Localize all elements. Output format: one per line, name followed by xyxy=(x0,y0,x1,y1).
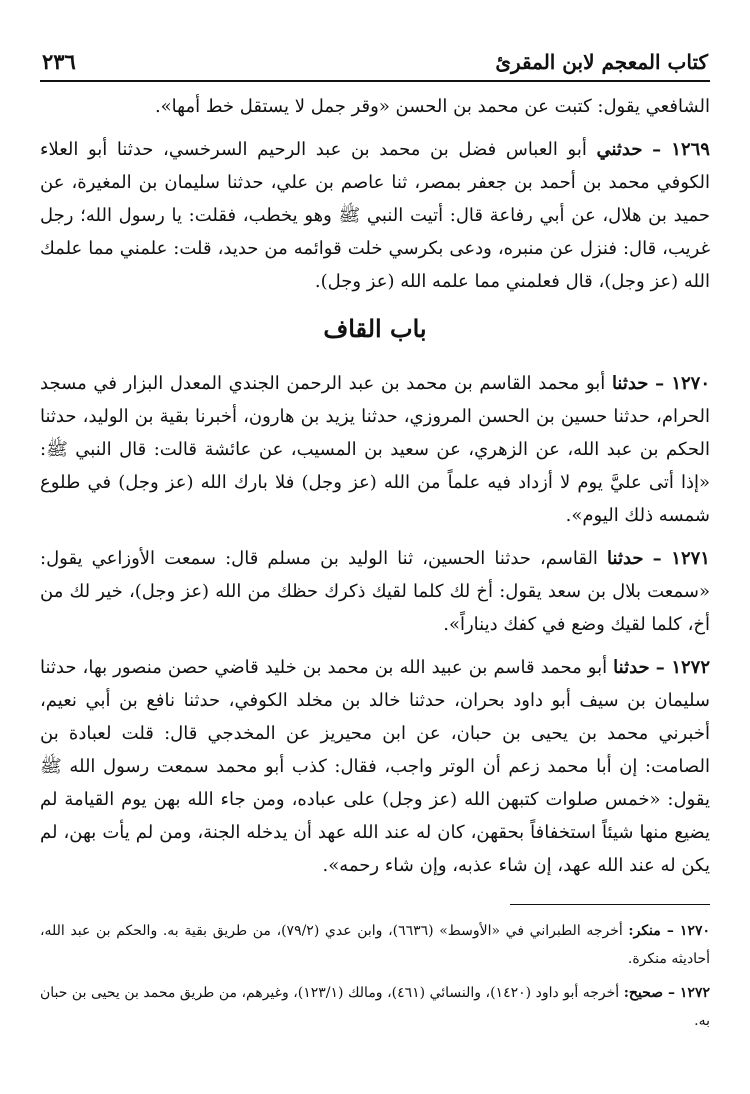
hadith-number: ١٢٧٢ – xyxy=(655,657,710,678)
hadith-paragraph xyxy=(40,542,710,641)
footnote xyxy=(40,979,710,1035)
footnote xyxy=(40,917,710,973)
hadith-lead: حدثنا xyxy=(613,657,650,678)
hadith-paragraph xyxy=(40,367,710,532)
footnote-divider xyxy=(510,904,710,905)
main-text xyxy=(40,90,710,882)
running-header xyxy=(40,40,710,82)
book-title: كتاب المعجم لابن المقرئ xyxy=(495,50,708,74)
hadith-number: ١٢٦٩ – xyxy=(652,139,710,160)
hadith-paragraph xyxy=(40,133,710,298)
hadith-text: أبو محمد القاسم بن محمد بن عبد الرحمن الجندي المعدل البزار في مسجد الحرام، حدثنا حسين بن الحسن المروزي، حدثنا يزيد بن هارون، أخبرنا بقية بن الوليد، حدثنا الحكم بن عبد الله، عن الزهري، عن سعيد بن المسيب، عن عائشة قالت: قال النبي ﷺ: «إذا أتى عليَّ يوم لا أزداد فيه علماً من الله (عز وجل) فلا بارك الله (عز وجل) في طلوع شمسه ذلك اليوم». xyxy=(40,373,711,526)
page-number: ٢٣٦ xyxy=(42,49,76,74)
footnotes xyxy=(40,917,710,1035)
hadith-text: أبو محمد قاسم بن عبيد الله بن محمد بن خليد قاضي حصن منصور بها، حدثنا سليمان بن سيف أبو داود بحران، حدثنا خالد بن مخلد الكوفي، حدثنا نافع بن أبي نعيم، أخبرني محمد بن يحيى بن حبان، عن ابن محيريز عن المخدجي قال: قلت لعبادة بن الصامت: إن أبا محمد زعم أن الوتر واجب، فقال: كذب أبو محمد سمعت رسول الله ﷺ يقول: «خمس صلوات كتبهن الله (عز وجل) على عباده، ومن جاء الله بهن يوم القيامة لم يضيع منها شيئاً استخفافاً بحقهن، كان له عند الله عهد أن يدخله الجنة، ومن لم يأت بهن، لم يكن له عند الله عهد، إن شاء عذبه، وإن شاء رحمه». xyxy=(40,657,710,876)
book-page xyxy=(40,40,710,1041)
hadith-text: القاسم، حدثنا الحسين، ثنا الوليد بن مسلم قال: سمعت الأوزاعي يقول: «سمعت بلال بن سعد يقول: أخ لك كلما لقيك ذكرك حظك من الله (عز وجل)، خير لك من أخ، كلما لقيك وضع في كفك ديناراً». xyxy=(40,548,710,635)
chapter-heading: باب القاف xyxy=(323,314,427,343)
hadith-number: ١٢٧٠ – xyxy=(655,373,710,394)
hadith-lead: حدثنا xyxy=(611,373,649,394)
hadith-paragraph xyxy=(40,651,710,882)
paragraph xyxy=(40,90,710,123)
paragraph-text: الشافعي يقول: كتبت عن محمد بن الحسن «وقر جمل لا يستقل خط أمها». xyxy=(154,96,710,117)
footnote-text: أخرجه أبو داود (١٤٢٠)، والنسائي (٤٦١)، ومالك (١٢٣/١)، وغيرهم، من طريق محمد بن يحيى بن حبان به. xyxy=(40,985,710,1029)
footnote-number: ١٢٧٢ – صحيح: xyxy=(623,985,710,1001)
footnote-text: أخرجه الطبراني في «الأوسط» (٦٦٣٦)، وابن عدي (٧٩/٢)، من طريق بقية به. والحكم بن عبد الله، أحاديثه منكرة. xyxy=(40,923,710,967)
hadith-lead: حدثنا xyxy=(607,548,644,569)
hadith-lead: حدثني xyxy=(596,139,643,160)
footnote-number: ١٢٧٠ – منكر: xyxy=(628,923,710,939)
hadith-number: ١٢٧١ – xyxy=(652,548,710,569)
hadith-text: أبو العباس فضل بن محمد بن عبد الرحيم السرخسي، حدثنا أبو العلاء الكوفي محمد بن أحمد بن جعفر بمصر، ثنا عاصم بن علي، حدثنا سليمان بن المغيرة، عن حميد بن هلال، عن أبي رفاعة قال: أتيت النبي ﷺ وهو يخطب، فقلت: يا رسول الله؛ رجل غريب، قال: فنزل عن منبره، ودعى بكرسي خلت قوائمه من حديد، قلت: علمني مما علمك الله (عز وجل)، قال فعلمني مما علمه الله (عز وجل). xyxy=(40,139,710,292)
